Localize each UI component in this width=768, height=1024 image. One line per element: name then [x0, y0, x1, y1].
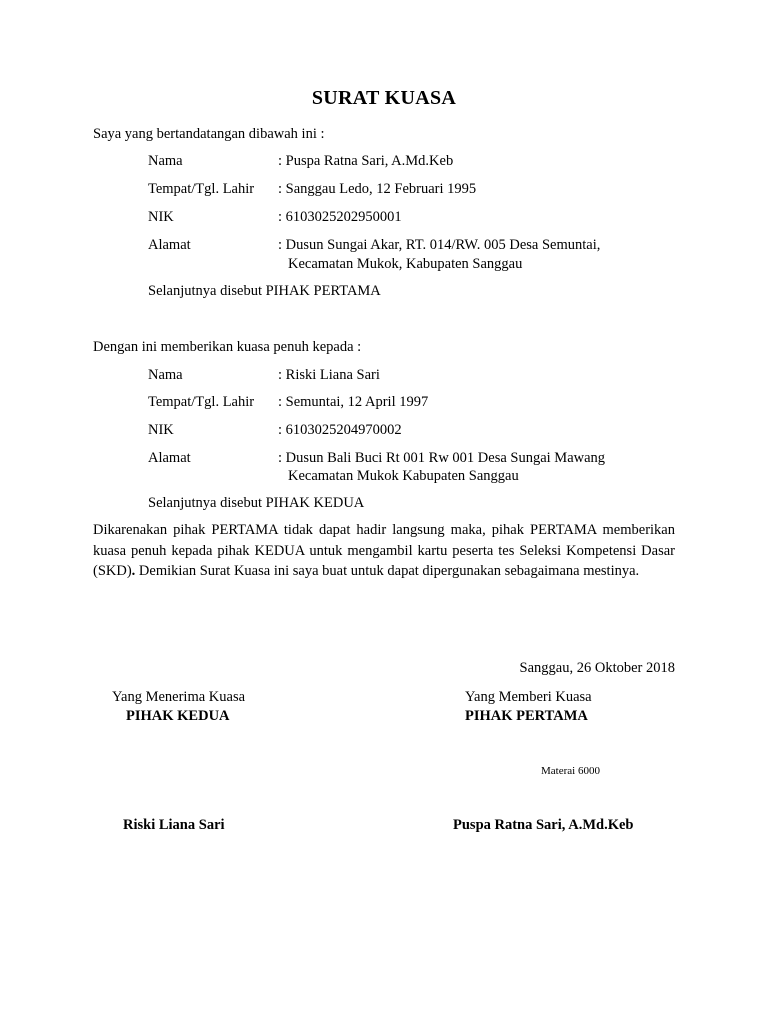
giver-party: PIHAK PERTAMA — [465, 708, 588, 724]
second-party-birth-value: : Semuntai, 12 April 1997 — [278, 394, 429, 410]
second-party-address-label: Alamat — [148, 450, 191, 466]
second-party-birth-label: Tempat/Tgl. Lahir — [148, 394, 255, 410]
first-party-closing: Selanjutnya disebut PIHAK PERTAMA — [148, 283, 381, 299]
second-party-nik-label: NIK — [148, 422, 174, 438]
second-party-nik-value: : 6103025204970002 — [278, 422, 402, 438]
kuasa-intro-text: Dengan ini memberikan kuasa penuh kepada : — [93, 339, 362, 355]
stamp-duty-note: Materai 6000 — [541, 765, 600, 777]
second-party-address-line1: : Dusun Bali Buci Rt 001 Rw 001 Desa Sungai Mawang — [278, 450, 606, 466]
first-party-name-label: Nama — [148, 153, 183, 169]
first-party-birth-label: Tempat/Tgl. Lahir — [148, 181, 255, 197]
first-party-address-line1: : Dusun Sungai Akar, RT. 014/RW. 005 Desa Semuntai, — [278, 237, 601, 253]
first-party-nik-value: : 6103025202950001 — [278, 209, 402, 225]
second-party-address-line2: Kecamatan Mukok Kabupaten Sanggau — [288, 468, 519, 484]
intro-text: Saya yang bertandatangan dibawah ini : — [93, 126, 325, 142]
body-paragraph-period: . — [131, 563, 136, 579]
body-paragraph-closing: Demikian Surat Kuasa ini saya buat untuk dapat dipergunakan sebagaimana mestinya. — [135, 563, 640, 579]
body-paragraph-main: Dikarenakan pihak PERTAMA tidak dapat hadir langsung maka, pihak PERTAMA memberikan kuasa penuh kepada pihak KEDUA untuk mengambil kartu peserta tes Seleksi Kompetensi Dasar (SKD) — [93, 522, 675, 579]
place-date: Sanggau, 26 Oktober 2018 — [519, 660, 675, 676]
second-party-name-label: Nama — [148, 367, 183, 383]
receiver-name: Riski Liana Sari — [123, 817, 225, 833]
first-party-nik-label: NIK — [148, 209, 174, 225]
body-paragraph — [93, 520, 675, 582]
receiver-party: PIHAK KEDUA — [126, 708, 230, 724]
document-title: SURAT KUASA — [311, 87, 457, 109]
first-party-name-value: : Puspa Ratna Sari, A.Md.Keb — [278, 153, 454, 169]
receiver-role: Yang Menerima Kuasa — [112, 689, 246, 705]
giver-role: Yang Memberi Kuasa — [465, 689, 592, 705]
first-party-address-label: Alamat — [148, 237, 191, 253]
giver-name: Puspa Ratna Sari, A.Md.Keb — [453, 817, 634, 833]
first-party-address-line2: Kecamatan Mukok, Kabupaten Sanggau — [288, 256, 523, 272]
first-party-birth-value: : Sanggau Ledo, 12 Februari 1995 — [278, 181, 477, 197]
second-party-name-value: : Riski Liana Sari — [278, 367, 380, 383]
second-party-closing: Selanjutnya disebut PIHAK KEDUA — [148, 495, 365, 511]
